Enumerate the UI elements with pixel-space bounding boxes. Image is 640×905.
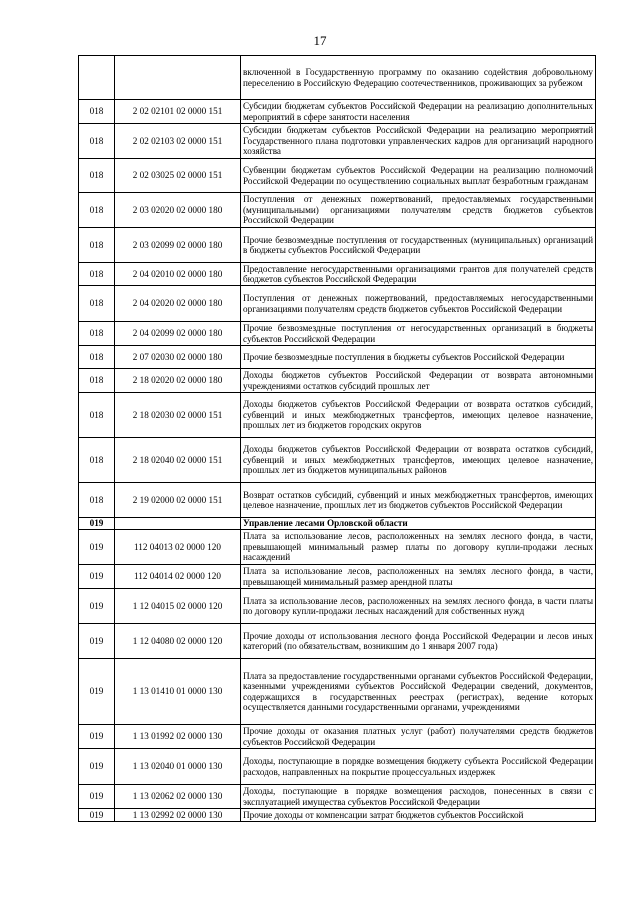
revenue-code-cell: 2 03 02020 02 0000 180 <box>115 193 241 228</box>
description-cell: Плата за использование лесов, расположенных на землях лесного фонда, в части платы по договору купли-продажи лесных насаждений для собственных нужд <box>241 589 596 624</box>
table-row <box>79 659 596 725</box>
revenue-code-cell: 2 04 02099 02 0000 180 <box>115 322 241 346</box>
revenue-code-cell: 2 18 02020 02 0000 180 <box>115 369 241 393</box>
description-cell: Плата за использование лесов, расположенных на землях лесного фонда, в части, превышающей минимальный размер арендной платы <box>241 565 596 589</box>
revenue-code-cell <box>115 518 241 530</box>
revenue-code-cell: 2 07 02030 02 0000 180 <box>115 346 241 369</box>
revenue-code-cell: 2 19 02000 02 0000 151 <box>115 483 241 518</box>
description-cell: Прочие доходы от использования лесного фонда Российской Федерации и лесов иных категорий (по обязательствам, возникшим до 1 января 2007 года) <box>241 624 596 659</box>
description-cell: Плата за предоставление государственными органами субъектов Российской Федерации, казенными учреждениями субъектов Российской Федерации сведений, документов, содержащихся в государственных реестрах (регистрах), ведение которых осуществляется данными государственными органами, учреждениями <box>241 659 596 725</box>
admin-code-cell: 018 <box>79 483 115 518</box>
page-number: 17 <box>313 33 327 48</box>
admin-code-cell: 018 <box>79 263 115 286</box>
admin-code-cell: 019 <box>79 565 115 589</box>
description-cell: Поступления от денежных пожертвований, предоставляемых негосударственными организациями получателям средств бюджетов субъектов Российской Федерации <box>241 286 596 322</box>
admin-code-cell: 018 <box>79 286 115 322</box>
admin-code-cell: 019 <box>79 785 115 809</box>
revenue-code-cell: 2 18 02040 02 0000 151 <box>115 438 241 483</box>
admin-code-cell: 019 <box>79 725 115 749</box>
description-cell: включенной в Государственную программу по оказанию содействия добровольному переселению в Российскую Федерацию соотечественников, проживающих за рубежом <box>241 56 596 100</box>
admin-code-cell: 019 <box>79 809 115 822</box>
revenue-code-cell: 2 04 02020 02 0000 180 <box>115 286 241 322</box>
revenue-code-cell: 2 02 02103 02 0000 151 <box>115 124 241 159</box>
table-row <box>79 56 596 100</box>
table-row <box>79 159 596 193</box>
description-cell: Прочие безвозмездные поступления от государственных (муниципальных) организаций в бюджеты субъектов Российской Федерации <box>241 228 596 263</box>
revenue-code-cell: 2 18 02030 02 0000 151 <box>115 393 241 438</box>
description-cell: Предоставление негосударственными организациями грантов для получателей средств бюджетов субъектов Российской Федерации <box>241 263 596 286</box>
description-cell: Доходы, поступающие в порядке возмещения бюджету субъекта Российской Федерации расходов, направленных на покрытие процессуальных издержек <box>241 749 596 785</box>
revenue-code-cell: 1 13 02062 02 0000 130 <box>115 785 241 809</box>
admin-code-cell: 018 <box>79 322 115 346</box>
revenue-code-cell <box>115 56 241 100</box>
revenue-code-cell: 2 04 02010 02 0000 180 <box>115 263 241 286</box>
description-cell: Управление лесами Орловской области <box>241 518 596 530</box>
admin-code-cell: 018 <box>79 438 115 483</box>
table-row <box>79 286 596 322</box>
table-row <box>79 725 596 749</box>
revenue-code-cell: 2 02 02101 02 0000 151 <box>115 100 241 124</box>
section-heading-row <box>79 518 596 530</box>
table-row <box>79 263 596 286</box>
description-cell: Субвенции бюджетам субъектов Российской Федерации на реализацию полномочий Российской Федерации по осуществлению социальных выплат безработным гражданам <box>241 159 596 193</box>
table-row <box>79 100 596 124</box>
description-cell: Субсидии бюджетам субъектов Российской Федерации на реализацию мероприятий Государственного плана подготовки управленческих кадров для организаций народного хозяйства <box>241 124 596 159</box>
revenue-code-cell: 1 12 04015 02 0000 120 <box>115 589 241 624</box>
table-row <box>79 483 596 518</box>
revenue-codes-table <box>78 55 596 822</box>
admin-code-cell: 018 <box>79 100 115 124</box>
admin-code-cell: 019 <box>79 659 115 725</box>
admin-code-cell: 018 <box>79 393 115 438</box>
description-cell: Возврат остатков субсидий, субвенций и иных межбюджетных трансфертов, имеющих целевое назначение, прошлых лет из бюджетов субъектов Российской Федерации <box>241 483 596 518</box>
table-body <box>79 56 596 822</box>
admin-code-cell <box>79 56 115 100</box>
admin-code-cell: 019 <box>79 518 115 530</box>
description-cell: Прочие доходы от оказания платных услуг (работ) получателями средств бюджетов субъектов Российской Федерации <box>241 725 596 749</box>
admin-code-cell: 019 <box>79 624 115 659</box>
table-row <box>79 193 596 228</box>
description-cell: Поступления от денежных пожертвований, предоставляемых государственными (муниципальными) организациями получателям средств бюджетов субъектов Российской Федерации <box>241 193 596 228</box>
table-row <box>79 438 596 483</box>
description-cell: Доходы, поступающие в порядке возмещения расходов, понесенных в связи с эксплуатацией имущества субъектов Российской Федерации <box>241 785 596 809</box>
table-row <box>79 809 596 822</box>
table-row <box>79 322 596 346</box>
table-row <box>79 589 596 624</box>
description-cell: Прочие безвозмездные поступления от негосударственных организаций в бюджеты субъектов Российской Федерации <box>241 322 596 346</box>
description-cell: Субсидии бюджетам субъектов Российской Федерации на реализацию дополнительных мероприятий в сфере занятости населения <box>241 100 596 124</box>
table-row <box>79 393 596 438</box>
admin-code-cell: 018 <box>79 193 115 228</box>
revenue-code-cell: 1 13 01410 01 0000 130 <box>115 659 241 725</box>
admin-code-cell: 019 <box>79 749 115 785</box>
description-cell: Плата за использование лесов, расположенных на землях лесного фонда, в части, превышающей минимальный размер платы по договору купли-продажи лесных насаждений <box>241 530 596 565</box>
admin-code-cell: 018 <box>79 369 115 393</box>
description-cell: Прочие безвозмездные поступления в бюджеты субъектов Российской Федерации <box>241 346 596 369</box>
table-row <box>79 749 596 785</box>
admin-code-cell: 018 <box>79 124 115 159</box>
revenue-code-cell: 2 03 02099 02 0000 180 <box>115 228 241 263</box>
table-row <box>79 228 596 263</box>
table-row <box>79 565 596 589</box>
revenue-code-cell: 1 13 02992 02 0000 130 <box>115 809 241 822</box>
revenue-code-cell: 112 04014 02 0000 120 <box>115 565 241 589</box>
table-row <box>79 346 596 369</box>
admin-code-cell: 019 <box>79 530 115 565</box>
revenue-code-cell: 1 12 04080 02 0000 120 <box>115 624 241 659</box>
admin-code-cell: 019 <box>79 589 115 624</box>
revenue-code-cell: 1 13 02040 01 0000 130 <box>115 749 241 785</box>
revenue-code-cell: 1 13 01992 02 0000 130 <box>115 725 241 749</box>
table-row <box>79 530 596 565</box>
table-row <box>79 624 596 659</box>
description-cell: Доходы бюджетов субъектов Российской Федерации от возврата остатков субсидий, субвенций и иных межбюджетных трансфертов, имеющих целевое назначение, прошлых лет из бюджетов городских округов <box>241 393 596 438</box>
description-cell: Доходы бюджетов субъектов Российской Федерации от возврата остатков субсидий, субвенций и иных межбюджетных трансфертов, имеющих целевое назначение, прошлых лет из бюджетов муниципальных районов <box>241 438 596 483</box>
admin-code-cell: 018 <box>79 228 115 263</box>
table-row <box>79 124 596 159</box>
admin-code-cell: 018 <box>79 159 115 193</box>
table-row <box>79 369 596 393</box>
description-cell: Прочие доходы от компенсации затрат бюджетов субъектов Российской <box>241 809 596 822</box>
description-cell: Доходы бюджетов субъектов Российской Федерации от возврата автономными учреждениями остатков субсидий прошлых лет <box>241 369 596 393</box>
revenue-code-cell: 112 04013 02 0000 120 <box>115 530 241 565</box>
admin-code-cell: 018 <box>79 346 115 369</box>
table-row <box>79 785 596 809</box>
revenue-code-cell: 2 02 03025 02 0000 151 <box>115 159 241 193</box>
